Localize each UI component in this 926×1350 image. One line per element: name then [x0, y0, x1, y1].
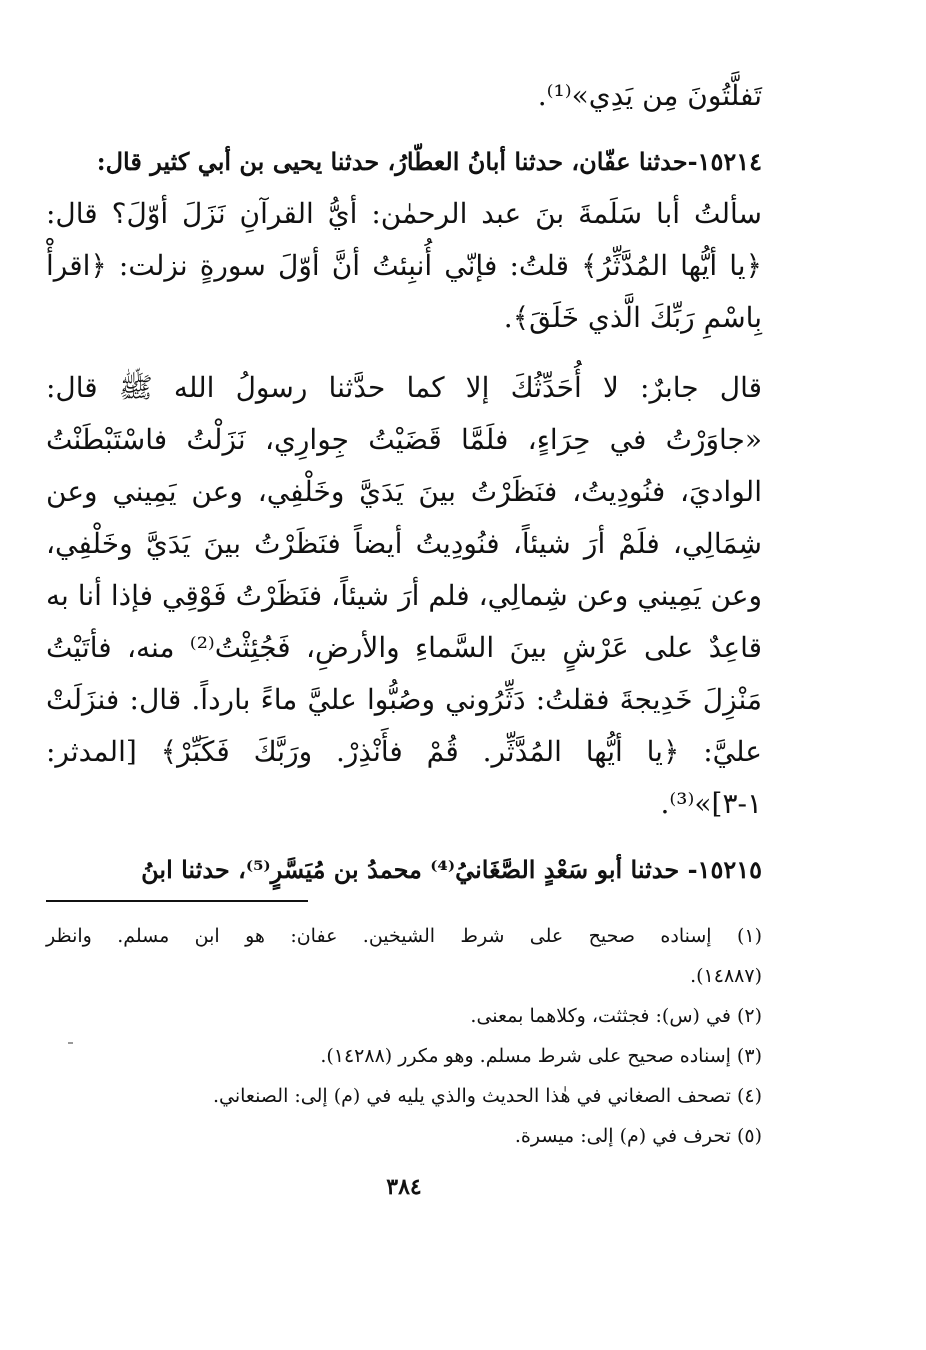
text-line: عليَّ: ﴿يا أيُّها المُدَّثِّر. قُمْ فأَنْذِرْ. ورَبَّكَ فَكَبِّرْ﴾ [المدثر: — [46, 735, 762, 768]
hadith-15214-header: ١٥٢١٤-حدثنا عفّان، حدثنا أبانُ العطّارُ، حدثنا يحيى بن أبي كثير قال: — [96, 147, 762, 176]
text-line: الواديَ، فنُودِيتُ، فنَظَرْتُ بينَ يَدَيَّ وخَلْفِي، وعن يَمِيني وعن — [46, 475, 762, 508]
text-line: شِمَالِي، فلَمْ أرَ شيئاً، فنُودِيتُ أيضاً فنَظَرْتُ بينَ يَدَيَّ وخَلْفِي، — [46, 527, 762, 560]
footnote-separator — [46, 900, 308, 902]
page-number: ٣٨٤ — [386, 1174, 422, 1200]
footnote-1-line-1: (١) إسناده صحيح على شرط الشيخين. عفان: هو ابن مسلم. وانظر — [46, 925, 762, 947]
text-line: «جاوَرْتُ في حِرَاءٍ، فلَمَّا قَضَيْتُ جِوارِي، نَزَلْتُ فاسْتَبْطَنْتُ — [46, 423, 762, 456]
footnote-1-line-2: (١٤٨٨٧). — [690, 965, 762, 987]
paragraph-gap — [46, 344, 762, 362]
book-page — [46, 70, 762, 1320]
text-line: قال جابرٌ: لا أُحَدِّثُكَ إلا كما حدَّثنا رسولُ الله ﷺ قال: — [46, 371, 762, 404]
text-line: سألتُ أبا سَلَمةَ بنَ عبد الرحمٰن: أيُّ القرآنِ نَزَلَ أوّلَ؟ قال: — [46, 197, 762, 230]
footnote-2: (٢) في (س): فجثثت، وكلاهما بمعنى. — [470, 1005, 762, 1027]
top-fragment-line: تَفلَّتُونَ مِن يَدِي»⁽¹⁾. — [537, 79, 762, 112]
footnote-4: (٤) تصحف الصغاني في هٰذا الحديث والذي يليه في (م) إلى: الصنعاني. — [212, 1085, 762, 1107]
text-line: ﴿يا أيُّها المُدَّثِّرُ﴾ قلتُ: فإنّي أُنبِئتُ أنَّ أوّلَ سورةٍ نزلت: ﴿اقرأْ — [46, 249, 762, 282]
text-line: مَنْزِلَ خَدِيجةَ فقلتُ: دَثِّرُوني وصُبُّوا عليَّ ماءً بارداً. قال: فنزَلَتْ — [46, 683, 762, 716]
footnote-separator-wrap — [46, 900, 762, 902]
hadith-15214-paragraph-2 — [46, 362, 762, 830]
text-line: وعن يَمِيني وعن شِمالِي، فلم أرَ شيئاً، فنَظَرْتُ فَوْقِي فإذا أنا به — [46, 579, 762, 612]
hadith-15215-header: ١٥٢١٥- حدثنا أبو سَعْدٍ الصَّغَانيُ⁽⁴⁾ محمدُ بن مُيَسَّرٍ⁽⁵⁾، حدثنا ابنُ — [141, 855, 762, 884]
hadith-15214-paragraph-1 — [46, 188, 762, 344]
footnotes — [46, 916, 762, 1156]
text-line: قاعِدٌ على عَرْشٍ بينَ السَّماءِ والأرضِ، فَجُئِثْتُ⁽²⁾ منه، فأتَيْتُ — [46, 631, 762, 664]
footnote-5: (٥) تحرف في (م) إلى: ميسرة. — [514, 1125, 762, 1147]
scan-speck — [68, 1042, 73, 1044]
footnote-3: (٣) إسناده صحيح على شرط مسلم. وهو مكرر (١٤٢٨٨). — [320, 1045, 762, 1067]
text-line: بِاسْمِ رَبِّكَ الَّذي خَلَقَ﴾. — [503, 301, 762, 334]
text-line: ١-٣]»⁽³⁾. — [660, 787, 762, 820]
